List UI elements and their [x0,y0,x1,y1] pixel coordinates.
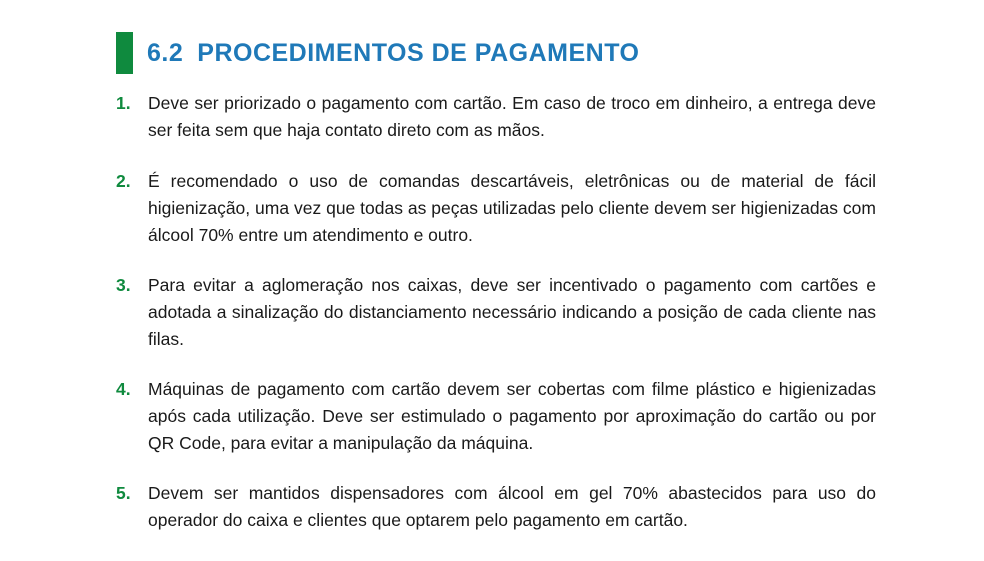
section-title: PROCEDIMENTOS DE PAGAMENTO [197,38,640,67]
list-item [116,480,876,534]
section-heading [116,32,639,74]
list-item [116,272,876,353]
list-item [116,168,876,249]
list-item-text: Devem ser mantidos dispensadores com álcool em gel 70% abastecidos para uso do operador do caixa e clientes que optarem pelo pagamento em cartão. [148,483,876,530]
section-number: 6.2 [147,38,184,67]
list-item-text: Deve ser priorizado o pagamento com cartão. Em caso de troco em dinheiro, a entrega deve ser feita sem que haja contato direto com as mãos. [148,93,876,140]
section-accent-bar [116,32,133,74]
list-item-number: 5. [116,483,131,503]
list-item-number: 3. [116,275,131,295]
list-item-number: 2. [116,171,131,191]
list-item [116,376,876,457]
list-item-number: 1. [116,93,131,113]
list-item-text: Máquinas de pagamento com cartão devem ser cobertas com filme plástico e higienizadas após cada utilização. Deve ser estimulado o pagamento por aproximação do cartão ou por QR Code, para evitar a manipulação da máquina. [148,379,876,453]
list-item-text: É recomendado o uso de comandas descartáveis, eletrônicas ou de material de fácil higienização, uma vez que todas as peças utilizadas pelo cliente devem ser higienizadas com álcool 70% entre um atendimento e outro. [148,171,876,245]
list-item [116,90,876,144]
list-item-number: 4. [116,379,131,399]
list-item-text: Para evitar a aglomeração nos caixas, deve ser incentivado o pagamento com cartões e adotada a sinalização do distanciamento necessário indicando a posição de cada cliente nas filas. [148,275,876,349]
